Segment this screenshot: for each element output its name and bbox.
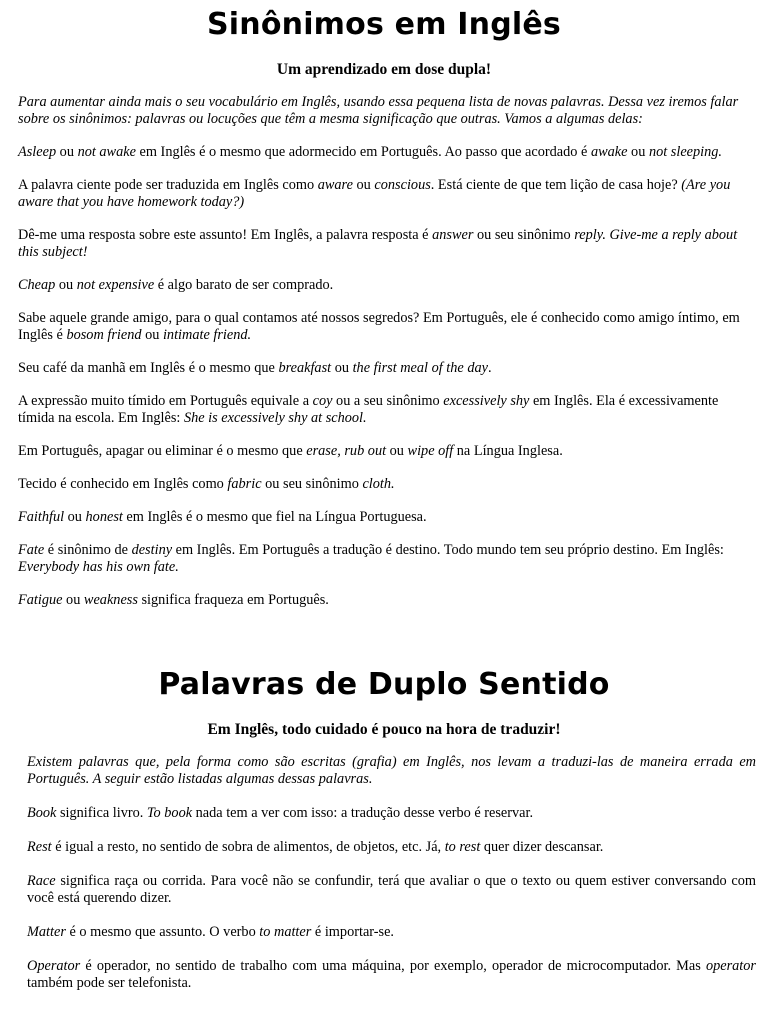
paragraph xyxy=(18,360,748,377)
text-run: ou xyxy=(56,144,78,160)
paragraph xyxy=(27,839,756,856)
page-title: Sinônimos em Inglês xyxy=(206,7,561,42)
emphasis-text: Fate xyxy=(18,542,45,558)
emphasis-text: not awake xyxy=(77,144,136,160)
text-run: em Inglês. Ela é excessivamente tímida na escola. Em Inglês: xyxy=(18,393,719,426)
text-run: ou xyxy=(352,177,375,193)
emphasis-text: Cheap xyxy=(18,277,56,293)
text-run: ou seu sinônimo xyxy=(261,476,363,492)
emphasis-text: excessively shy xyxy=(443,393,530,409)
text-run: Dê-me uma resposta sobre este assunto! Em Inglês, a palavra resposta é xyxy=(18,227,433,243)
text-run: ou xyxy=(55,277,77,293)
paragraph xyxy=(18,144,748,161)
emphasis-text: erase, rub out xyxy=(306,443,387,459)
paragraph xyxy=(27,958,756,992)
emphasis-text: bosom friend xyxy=(66,327,142,343)
text-run: em Inglês. Em Português a tradução é destino. Todo mundo tem seu próprio destino. Em Inglês: xyxy=(172,542,724,558)
paragraph xyxy=(18,393,748,427)
emphasis-text: Fatigue xyxy=(18,592,63,608)
emphasis-text: To book xyxy=(146,805,193,821)
emphasis-text: intimate friend. xyxy=(162,327,252,343)
text-run: significa fraqueza em Português. xyxy=(137,592,329,608)
text-run: . Está ciente de que tem lição de casa hoje? xyxy=(430,177,682,193)
emphasis-text: Para aumentar ainda mais o seu vocabulário em Inglês, usando essa pequena lista de novas palavras. Dessa vez iremos falar sobre os sinônimos: palavras ou locuções que têm a mesma significação que outras. Vamos a algumas delas: xyxy=(18,94,739,127)
emphasis-text: not expensive xyxy=(76,277,155,293)
emphasis-text: breakfast xyxy=(278,360,332,376)
text-run: é sinônimo de xyxy=(44,542,132,558)
emphasis-text: Operator xyxy=(27,958,81,974)
text-run: também pode ser telefonista. xyxy=(27,975,192,991)
emphasis-text: Rest xyxy=(27,839,52,855)
emphasis-text: Existem palavras que, pela forma como são escritas (grafia) em Inglês, nos levam a traduzi-las de maneira errada em Português. A seguir estão listadas algumas dessas palavras. xyxy=(27,754,756,787)
emphasis-text: fabric xyxy=(227,476,262,492)
text-run: A expressão muito tímido em Português equivale a xyxy=(18,393,313,409)
text-run: nada tem a ver com isso: a tradução desse verbo é reservar. xyxy=(192,805,534,821)
text-run: é importar-se. xyxy=(311,924,395,940)
text-run: Sabe aquele grande amigo, para o qual contamos até nossos segredos? Em Português, ele é conhecido como amigo íntimo, em Inglês é xyxy=(18,310,740,343)
emphasis-text: conscious xyxy=(374,177,431,193)
emphasis-text: to matter xyxy=(259,924,312,940)
section-subtitle: Em Inglês, todo cuidado é pouco na hora de traduzir! xyxy=(207,721,561,738)
text-run: em Inglês é o mesmo que fiel na Língua Portuguesa. xyxy=(122,509,427,525)
emphasis-text: Faithful xyxy=(18,509,65,525)
emphasis-text: Race xyxy=(27,873,56,889)
emphasis-text: reply. Give-me a reply about this subject! xyxy=(18,227,738,260)
text-run: significa livro. xyxy=(56,805,147,821)
emphasis-text: answer xyxy=(432,227,474,243)
paragraph xyxy=(18,94,748,128)
text-run: Tecido é conhecido em Inglês como xyxy=(18,476,228,492)
text-run: é o mesmo que assunto. O verbo xyxy=(65,924,260,940)
text-run: ou xyxy=(141,327,163,343)
paragraph xyxy=(18,177,748,211)
text-run: na Língua Inglesa. xyxy=(453,443,563,459)
text-run: é igual a resto, no sentido de sobra de alimentos, de objetos, etc. Já, xyxy=(51,839,445,855)
emphasis-text: coy xyxy=(312,393,333,409)
emphasis-text: not sleeping. xyxy=(648,144,722,160)
paragraph xyxy=(27,805,756,822)
text-run: em Inglês é o mesmo que adormecido em Português. Ao passo que acordado é xyxy=(135,144,591,160)
paragraph xyxy=(27,873,756,907)
paragraph xyxy=(18,443,748,460)
paragraph xyxy=(27,754,756,788)
text-run: Seu café da manhã em Inglês é o mesmo que xyxy=(18,360,279,376)
emphasis-text: Book xyxy=(27,805,57,821)
text-run: ou a seu sinônimo xyxy=(332,393,444,409)
text-run: ou xyxy=(64,509,86,525)
text-run: ou seu sinônimo xyxy=(473,227,575,243)
text-run: é operador, no sentido de trabalho com uma máquina, por exemplo, operador de microcomputador. Mas xyxy=(80,958,706,974)
paragraph xyxy=(18,542,748,576)
text-run: ou xyxy=(331,360,353,376)
paragraph xyxy=(18,277,748,294)
section-title: Palavras de Duplo Sentido xyxy=(158,667,610,702)
emphasis-text: operator xyxy=(705,958,756,974)
emphasis-text: weakness xyxy=(83,592,138,608)
emphasis-text: Everybody has his own fate. xyxy=(18,559,179,575)
paragraph xyxy=(18,476,748,493)
paragraph xyxy=(18,592,748,609)
emphasis-text: aware xyxy=(317,177,353,193)
text-run: . xyxy=(487,360,492,376)
double-meaning-section xyxy=(27,754,756,1009)
text-run: ou xyxy=(62,592,84,608)
emphasis-text: honest xyxy=(85,509,123,525)
emphasis-text: wipe off xyxy=(407,443,454,459)
paragraph xyxy=(18,227,748,261)
paragraph xyxy=(18,310,748,344)
text-run: é algo barato de ser comprado. xyxy=(154,277,334,293)
paragraph xyxy=(27,924,756,941)
emphasis-text: Matter xyxy=(27,924,66,940)
page-subtitle: Um aprendizado em dose dupla! xyxy=(276,61,492,78)
emphasis-text: destiny xyxy=(131,542,173,558)
emphasis-text: cloth. xyxy=(362,476,395,492)
emphasis-text: awake xyxy=(590,144,628,160)
emphasis-text: to rest xyxy=(444,839,481,855)
text-run: ou xyxy=(627,144,649,160)
text-run: Em Português, apagar ou eliminar é o mesmo que xyxy=(18,443,307,459)
paragraph xyxy=(18,509,748,526)
text-run: A palavra ciente pode ser traduzida em Inglês como xyxy=(18,177,318,193)
text-run: ou xyxy=(386,443,408,459)
emphasis-text: (Are you aware that you have homework today?) xyxy=(18,177,731,210)
emphasis-text: She is excessively shy at school. xyxy=(183,410,367,426)
text-run: quer dizer descansar. xyxy=(480,839,604,855)
emphasis-text: Asleep xyxy=(18,144,57,160)
synonyms-section xyxy=(18,94,748,625)
text-run: significa raça ou corrida. Para você não se confundir, terá que avaliar o que o texto ou quem estiver conversando com você está querendo dizer. xyxy=(27,873,756,906)
emphasis-text: the first meal of the day xyxy=(352,360,488,376)
